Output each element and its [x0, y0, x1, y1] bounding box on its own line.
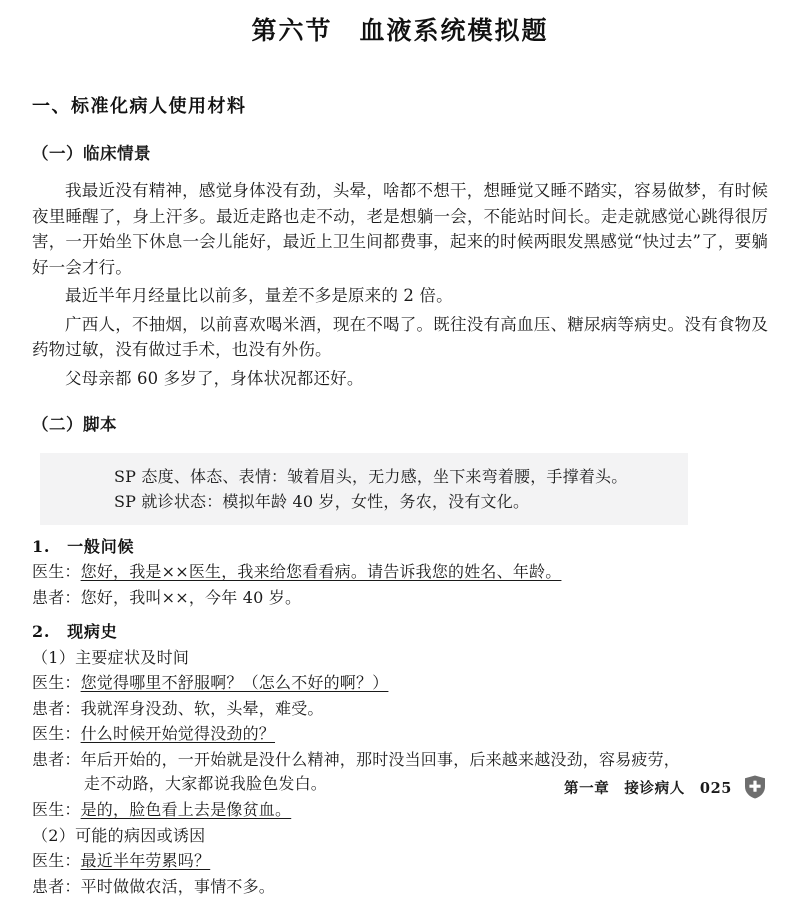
utterance-text: 是的，脸色看上去是像贫血。 — [81, 800, 292, 819]
script-item-2-heading: 2. 现病史 — [32, 620, 768, 644]
section-heading-1: 一、标准化病人使用材料 — [32, 94, 768, 120]
script-subitem-2-label: （2）可能的病因或诱因 — [32, 824, 768, 848]
script-item-1-heading: 1. 一般问候 — [32, 535, 768, 559]
utterance-text: 年后开始的，一开始就是没什么精神，那时没当回事，后来越来越没劲，容易疲劳， — [81, 750, 680, 769]
dialogue-line — [32, 697, 768, 722]
dialogue-line — [32, 849, 768, 874]
dialogue-line — [32, 722, 768, 747]
script-box-line-attitude: SP 态度、体态、表情：皱着眉头，无力感，坐下来弯着腰，手撑着头。 — [40, 464, 688, 489]
utterance-text: 平时做做农活，事情不多。 — [81, 877, 275, 896]
speaker-label: 医生： — [32, 724, 81, 743]
speaker-label: 患者： — [32, 750, 81, 769]
clinical-paragraph-1: 我最近没有精神，感觉身体没有劲，头晕，啥都不想干，想睡觉又睡不踏实，容易做梦，有时候夜里睡醒了，身上汗多。最近走路也走不动，老是想躺一会，不能站时间长。走走就感觉心跳得很厉害，一开始坐下休息一会儿能好，最近上卫生间都费事，起来的时候两眼发黑感觉“快过去”了，要躺好一会才行。 — [32, 178, 768, 280]
speaker-label: 患者： — [32, 877, 81, 896]
dialogue-line — [32, 875, 768, 899]
speaker-label: 医生： — [32, 800, 81, 819]
page-footer — [564, 774, 768, 800]
utterance-text: 我就浑身没劲、软，头晕，难受。 — [81, 699, 324, 718]
speaker-label: 医生： — [32, 562, 81, 581]
page-title: 第六节 血液系统模拟题 — [32, 8, 768, 48]
subsection-heading-script: （二）脚本 — [32, 413, 768, 437]
dialogue-line — [32, 798, 768, 823]
utterance-text: 最近半年劳累吗？ — [81, 851, 211, 870]
speaker-label: 医生： — [32, 673, 81, 692]
script-info-box — [40, 453, 688, 525]
speaker-label: 患者： — [32, 699, 81, 718]
subsection-heading-clinical-scenario: （一）临床情景 — [32, 142, 768, 166]
shield-plus-icon — [742, 774, 768, 800]
clinical-paragraph-2: 最近半年月经量比以前多，量差不多是原来的 2 倍。 — [32, 283, 768, 309]
dialogue-line — [32, 748, 768, 773]
clinical-paragraph-3: 广西人，不抽烟，以前喜欢喝米酒，现在不喝了。既往没有高血压、糖尿病等病史。没有食物及药物过敏，没有做过手术，也没有外伤。 — [32, 312, 768, 363]
utterance-text: 您好，我叫××，今年 40 岁。 — [81, 588, 302, 607]
script-subitem-1-label: （1）主要症状及时间 — [32, 646, 768, 670]
speaker-label: 医生： — [32, 851, 81, 870]
dialogue-line — [32, 586, 768, 611]
dialogue-line — [32, 671, 768, 696]
document-page — [0, 8, 800, 808]
dialogue-line — [32, 560, 768, 585]
utterance-text: 您好，我是××医生，我来给您看看病。请告诉我您的姓名、年龄。 — [81, 562, 562, 581]
speaker-label: 患者： — [32, 588, 81, 607]
utterance-text: 什么时候开始觉得没劲的？ — [81, 724, 275, 743]
utterance-text: 您觉得哪里不舒服啊？（怎么不好的啊？） — [81, 673, 389, 692]
clinical-paragraph-4: 父母亲都 60 多岁了，身体状况都还好。 — [32, 366, 768, 392]
dialogue-continuation: 走不动路，大家都说我脸色发白。 — [32, 772, 768, 797]
script-box-line-status: SP 就诊状态：模拟年龄 40 岁，女性，务农，没有文化。 — [40, 489, 688, 514]
footer-chapter-label: 第一章 接诊病人 025 — [564, 777, 732, 798]
